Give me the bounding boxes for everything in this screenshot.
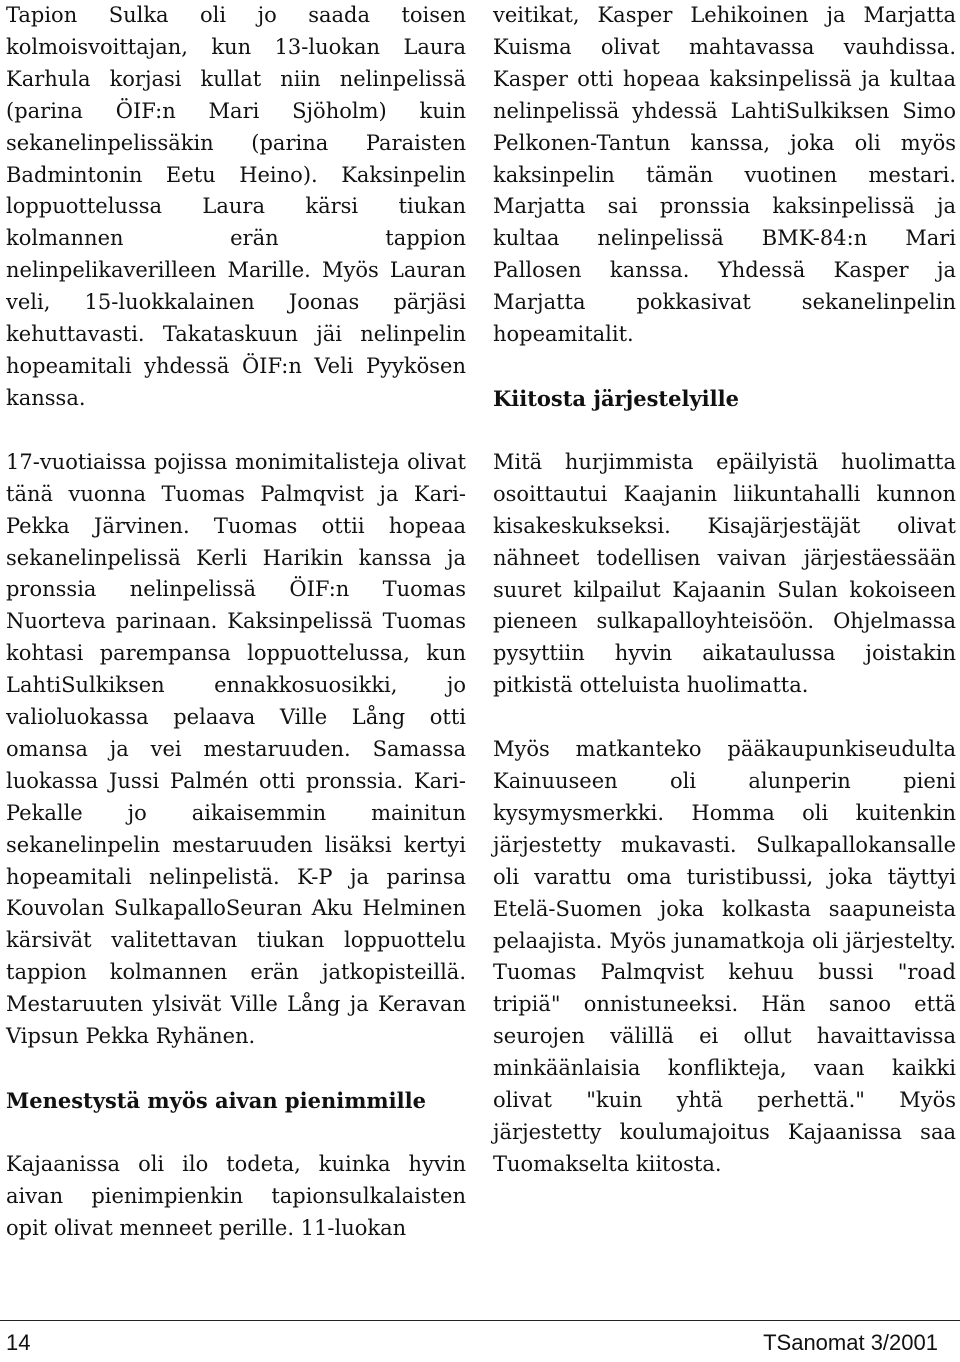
page-number: 14: [6, 1330, 31, 1355]
footer-rule: [0, 1320, 960, 1321]
right-column: [493, 0, 956, 1181]
left-column: [6, 0, 466, 1245]
publication-title: TSanomat 3/2001: [763, 1330, 938, 1355]
section-heading: Kiitosta järjestelyille: [493, 385, 739, 411]
article-paragraph: Tapion Sulka oli jo saada toisen kolmoisvoittajan, kun 13-luokan Laura Karhula korjasi kullat niin nelinpelissä (parina ÖIF:n Mari Sjöholm) kuin sekanelinpelissäkin (parina Paraisten Badmintonin Eetu Heino). Kaksinpelin loppuottelussa Laura kärsi tiukan kolmannen erän tappion nelinpelikaverilleen Marille. Myös Lauran veli, 15-luokkalainen Joonas pärjäsi kehuttavasti. Takataskuun jäi nelinpelin hopeamitali yhdessä ÖIF:n Veli Pyykösen kanssa.: [6, 3, 466, 410]
section-heading: Menestystä myös aivan pienimmille: [6, 1088, 426, 1113]
article-paragraph: Myös matkanteko pääkaupunkiseudulta Kainuuseen oli alunperin pieni kysymysmerkki. Homma oli kuitenkin järjestetty mukavasti. Sulkapallokansalle oli varattu oma turistibussi, joka täyttyi Etelä-Suomen joka kolkasta saapuneista pelaajista. Myös junamatkoja oli järjestelty. Tuomas Palmqvist kehuu bussi "road tripiä" onnistuneeksi. Hän sanoo että seurojen välillä ei ollut havaittavissa minkäänlaisia konflikteja, vaan kaikki olivat "kuin yhtä perhettä." Myös järjestetty koulumajoitus Kajaanissa saa Tuomakselta kiitosta.: [493, 737, 956, 1176]
article-paragraph: Mitä hurjimmista epäilyistä huolimatta osoittautui Kaajanin liikuntahalli kunnon kisakeskukseksi. Kisajärjestäjät olivat nähneet todellisen vaivan järjestäessään suuret kilpailut Kajaanin Sulan kokoiseen pieneen sulkapalloyhteisöön. Ohjelmassa pysyttiin hyvin aikataulussa joistakin pitkistä otteluista huolimatta.: [493, 449, 956, 698]
article-paragraph: veitikat, Kasper Lehikoinen ja Marjatta Kuisma olivat mahtavassa vauhdissa. Kasper otti hopeaa kaksinpelissä ja kultaa nelinpelissä yhdessä LahtiSulkiksen Simo Pelkonen-Tantun kanssa, joka oli myös kaksinpelin tämän vuotinen mestari. Marjatta sai pronssia kaksinpelissä ja kultaa nelinpelissä BMK-84:n Mari Pallosen kanssa. Yhdessä Kasper ja Marjatta pokkasivat sekanelinpelin hopeamitalit.: [493, 3, 956, 347]
article-paragraph: Kajaanissa oli ilo todeta, kuinka hyvin aivan pienimpienkin tapionsulkalaisten opit olivat menneet perille. 11-luokan: [6, 1151, 466, 1240]
article-paragraph: 17-vuotiaissa pojissa monimitalisteja olivat tänä vuonna Tuomas Palmqvist ja Kari-Pekka Järvinen. Tuomas ottii hopeaa sekanelinpelissä Kerli Harikin kanssa ja pronssia nelinpelissä ÖIF:n Tuomas Nuorteva parinaan. Kaksinpelissä Tuomas kohtasi parempansa loppuottelussa, kun LahtiSulkiksen ennakkosuosikki, jo valioluokassa pelaava Ville Lång otti omansa ja vei mestaruuden. Samassa luokassa Jussi Palmén otti pronssia. Kari-Pekalle jo aikaisemmin mainitun sekanelinpelin mestaruuden lisäksi kertyi hopeamitali nelinpelistä. K-P ja parinsa Kouvolan SulkapalloSeuran Aku Helminen kärsivät valitettavan tiukan loppuottelu tappion kolmannen erän jatkopisteillä. Mestaruuten ylsivät Ville Lång ja Keravan Vipsun Pekka Ryhänen.: [6, 449, 466, 1049]
